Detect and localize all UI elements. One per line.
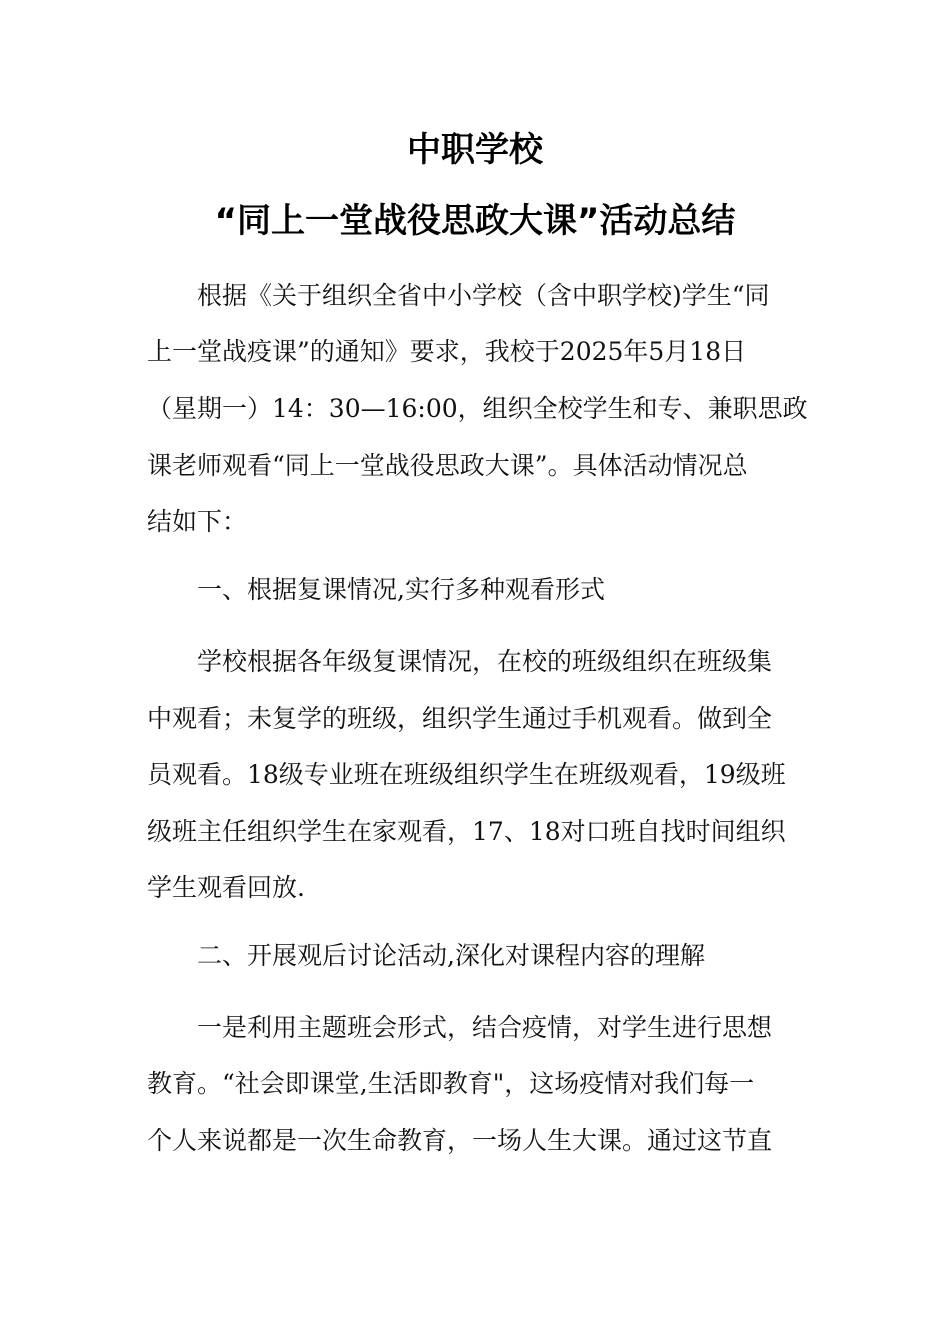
paragraph-line: 学生观看回放. bbox=[147, 873, 305, 902]
paragraph-line: 结如下： bbox=[147, 507, 248, 536]
paragraph-line: 课老师观看“同上一堂战役思政大课”。具体活动情况总 bbox=[147, 451, 748, 480]
paragraph-line: 一是利用主题班会形式，结合疫情，对学生进行思想 bbox=[197, 1013, 773, 1042]
paragraph-line: 教育。“社会即课堂,生活即教育"，这场疫情对我们每一 bbox=[147, 1069, 755, 1098]
paragraph-line: 学校根据各年级复课情况，在校的班级组织在班级集 bbox=[197, 647, 773, 676]
paragraph-line: 个人来说都是一次生命教育，一场人生大课。通过这节直 bbox=[147, 1126, 773, 1155]
paragraph-line: 员观看。18级专业班在班级组织学生在班级观看，19级班 bbox=[147, 760, 786, 789]
document-title-school: 中职学校 bbox=[407, 130, 543, 170]
paragraph-line: （星期一）14：30—16:00，组织全校学生和专、兼职思政 bbox=[147, 394, 808, 423]
paragraph-line: 中观看；未复学的班级，组织学生通过手机观看。做到全 bbox=[147, 704, 773, 733]
paragraph-line: 上一堂战疫课”的通知》要求，我校于2025年5月18日 bbox=[147, 337, 747, 366]
section-heading-1: 一、根据复课情况,实行多种观看形式 bbox=[197, 575, 605, 604]
paragraph-line: 级班主任组织学生在家观看，17、18对口班自找时间组织 bbox=[147, 817, 786, 846]
section-heading-2: 二、开展观后讨论活动,深化对课程内容的理解 bbox=[197, 941, 705, 970]
paragraph-line: 根据《关于组织全省中小学校（含中职学校)学生“同 bbox=[197, 281, 770, 310]
document-title-activity: “同上一堂战役思政大课”活动总结 bbox=[214, 201, 736, 241]
